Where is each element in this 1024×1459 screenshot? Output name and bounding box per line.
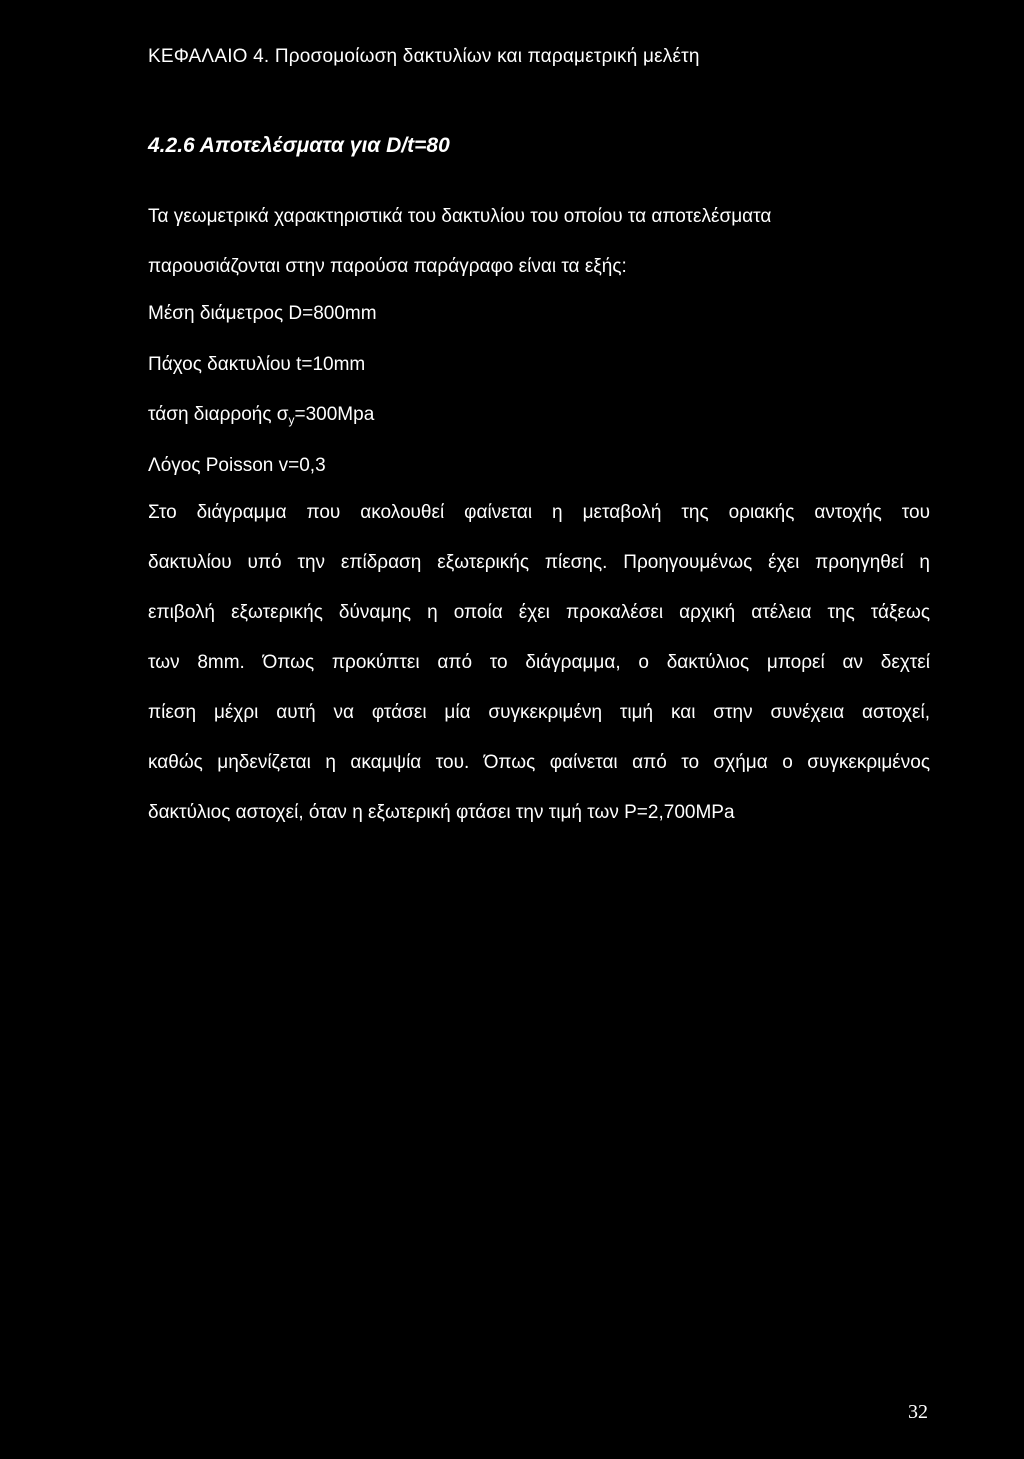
spec-yield-stress	[148, 404, 374, 427]
paragraph-line: επιβολή εξωτερικής δύναμης η οποία έχει προκαλέσει αρχική ατέλεια της τάξεως	[148, 602, 930, 623]
spec-yield-prefix: τάση διαρροής σ	[148, 404, 289, 425]
spec-yield-subscript: y	[288, 413, 295, 427]
chapter-header: ΚΕΦΑΛΑΙΟ 4. Προσομοίωση δακτυλίων και παραμετρική μελέτη	[148, 46, 700, 67]
paragraph-line: δακτυλίου υπό την επίδραση εξωτερικής πίεσης. Προηγουμένως έχει προηγηθεί η	[148, 552, 930, 573]
paragraph-line: δακτύλιος αστοχεί, όταν η εξωτερική φτάσει την τιμή των P=2,700MPa	[148, 802, 735, 823]
spec-thickness: Πάχος δακτυλίου t=10mm	[148, 354, 366, 375]
results-paragraph	[148, 500, 930, 850]
paragraph-line: πίεση μέχρι αυτή να φτάσει μία συγκεκριμένη τιμή και στην συνέχεια αστοχεί,	[148, 702, 930, 723]
paragraph-line: Στο διάγραμμα που ακολουθεί φαίνεται η μεταβολή της οριακής αντοχής του	[148, 502, 930, 523]
intro-line-1: Τα γεωμετρικά χαρακτηριστικά του δακτυλίου του οποίου τα αποτελέσματα	[148, 206, 772, 227]
intro-line-2: παρουσιάζονται στην παρούσα παράγραφο είναι τα εξής:	[148, 256, 627, 277]
spec-diameter: Μέση διάμετρος D=800mm	[148, 303, 377, 324]
spec-yield-suffix: =300Mpa	[294, 404, 375, 425]
spec-poisson: Λόγος Poisson v=0,3	[148, 455, 326, 476]
section-title: 4.2.6 Αποτελέσματα για D/t=80	[148, 134, 450, 157]
paragraph-line: των 8mm. Όπως προκύπτει από το διάγραμμα, ο δακτύλιος μπορεί αν δεχτεί	[148, 652, 930, 673]
page-number: 32	[908, 1401, 928, 1423]
paragraph-line: καθώς μηδενίζεται η ακαμψία του. Όπως φαίνεται από το σχήμα ο συγκεκριμένος	[148, 752, 930, 773]
